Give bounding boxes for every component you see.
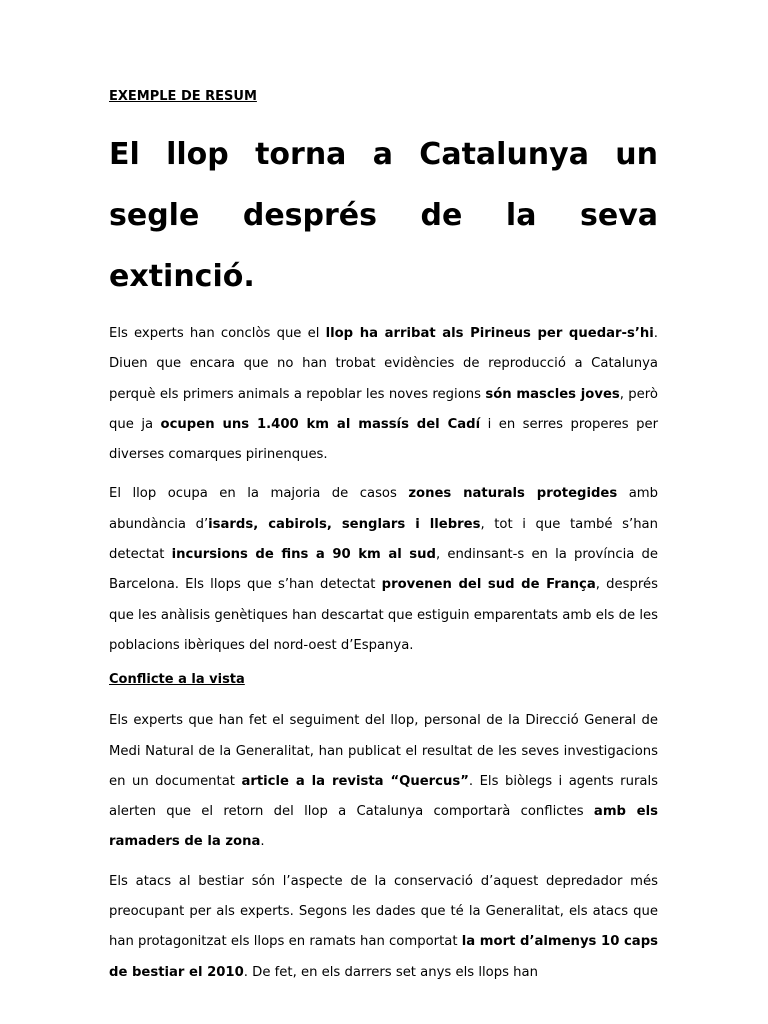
text-run: , però que ja <box>109 386 658 432</box>
document-page <box>109 88 658 997</box>
text-run: . Diuen que encara que no han trobat evidències de reproducció a Catalunya perquè els primers animals a repoblar les noves regions <box>109 326 658 402</box>
bold-phrase: isards, cabirols, senglars i llebres <box>208 516 481 532</box>
bold-phrase: zones naturals protegides <box>408 486 618 502</box>
bold-phrase: llop ha arribat als Pirineus per quedar-s’hi <box>325 326 654 341</box>
paragraph-4 <box>109 867 658 988</box>
section-heading: Conflicte a la vista <box>109 672 245 688</box>
bold-phrase: són mascles joves <box>485 386 620 402</box>
text-run: , després que les anàlisis genètiques han descartat que estiguin emparentats amb els de les poblacions ibèriques del nord-oest d’Espanya. <box>109 577 658 653</box>
text-run: . <box>260 834 265 850</box>
text-run: . De fet, en els darrers set anys els llops han <box>243 964 538 980</box>
bold-phrase: article a la revista “Quercus” <box>241 773 469 789</box>
bold-phrase: amb els ramaders de la zona <box>109 804 658 850</box>
text-run: i en serres properes per diverses comarques pirinenques. <box>109 416 658 463</box>
bold-phrase: la mort d’almenys 10 caps de bestiar el 2010 <box>109 934 658 980</box>
text-run: Els experts que han fet el seguiment del llop, personal de la Direcció General de Medi Natural de la Generalitat, han publicat el resultat de les seves investigacions en un documentat <box>109 713 658 789</box>
paragraph-2 <box>109 479 658 661</box>
text-run: , tot i que també s’han detectat <box>109 516 658 563</box>
paragraph-3 <box>109 706 658 857</box>
text-run: . Els biòlegs i agents rurals alerten que el retorn del llop a Catalunya comportarà conflictes <box>109 773 658 820</box>
bold-phrase: incursions de fins a 90 km al sud <box>171 547 436 563</box>
text-run: Els experts han conclòs que el <box>109 326 326 341</box>
bold-phrase: ocupen uns 1.400 km al massís del Cadí <box>160 416 481 432</box>
document-label: EXEMPLE DE RESUM <box>109 89 257 104</box>
text-run: amb abundància d’ <box>109 486 658 532</box>
text-run: , endinsant-s en la província de Barcelona. Els llops que s’han detectat <box>109 547 658 593</box>
document-title: El llop torna a Catalunya un segle després de la seva extinció. <box>109 137 658 294</box>
paragraph-1 <box>109 319 658 470</box>
text-run: Els atacs al bestiar són l’aspecte de la conservació d’aquest depredador més preocupant per als experts. Segons les dades que té la Generalitat, els atacs que han protagonitzat els llops en ramats han comportat <box>109 873 658 950</box>
bold-phrase: provenen del sud de França <box>381 577 596 593</box>
text-run: El llop ocupa en la majoria de casos <box>109 486 409 502</box>
